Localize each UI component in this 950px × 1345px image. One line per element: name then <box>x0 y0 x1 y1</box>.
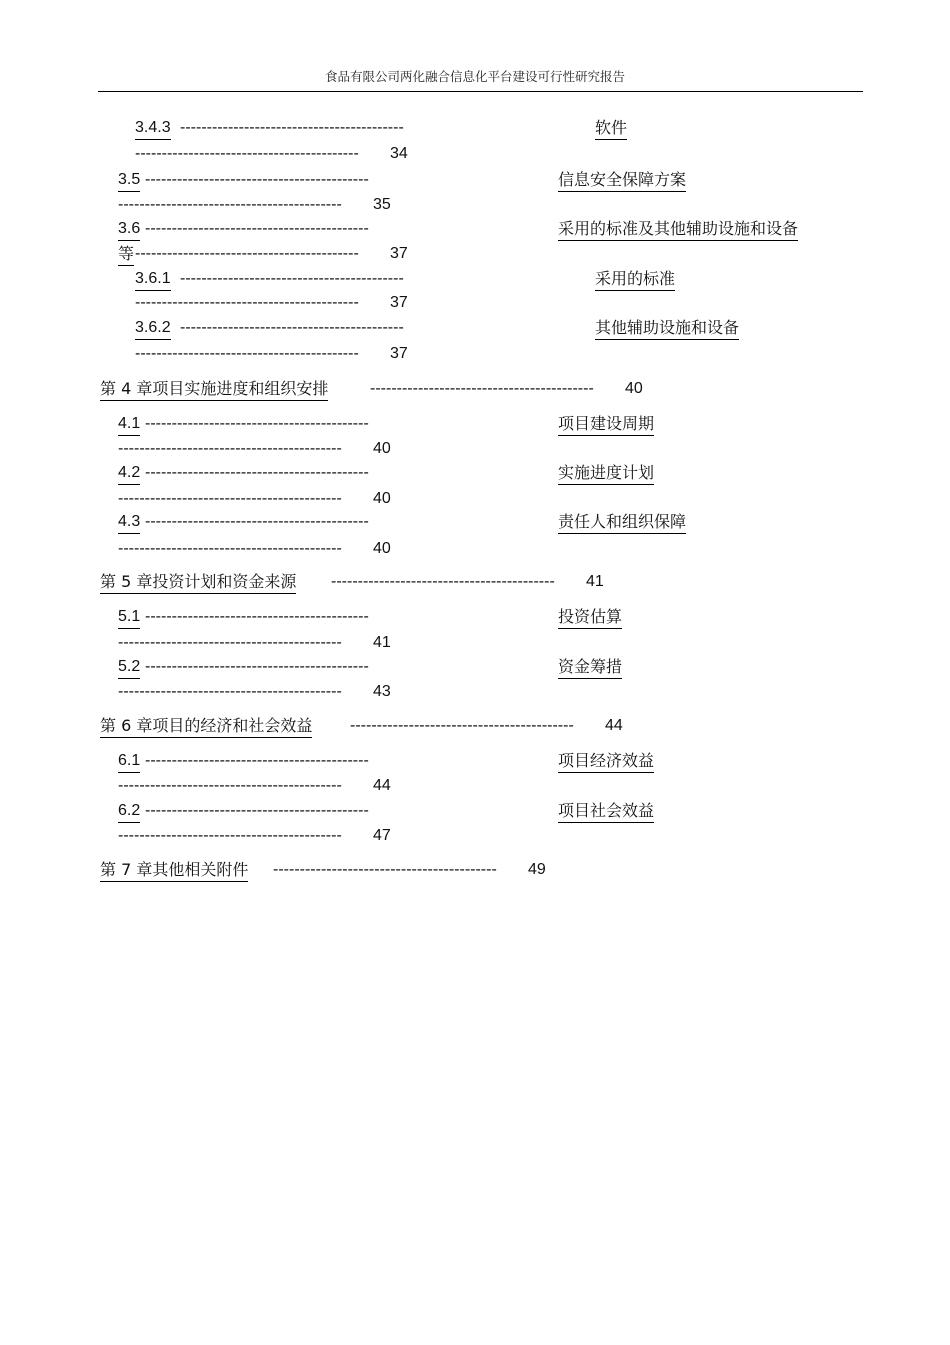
toc-page-number: 49 <box>528 861 546 878</box>
toc-leader: ------------------------------------------ <box>180 270 404 287</box>
toc-page-number: 44 <box>605 717 623 734</box>
toc-page-number: 47 <box>373 827 391 844</box>
toc-link-4-2-title[interactable]: 实施进度计划 <box>558 463 654 485</box>
toc-link-3-5-number[interactable]: 3.5 <box>118 170 140 192</box>
toc-link-chapter-7[interactable]: 第 7 章其他相关附件 <box>100 860 248 882</box>
toc-leader: ------------------------------------------ <box>145 415 369 432</box>
toc-leader: ------------------------------------------ <box>180 319 404 336</box>
toc-leader: ------------------------------------------ <box>135 245 359 262</box>
toc-leader: ------------------------------------------ <box>273 861 497 878</box>
toc-leader: ------------------------------------------ <box>118 683 342 700</box>
toc-leader: ------------------------------------------ <box>145 752 369 769</box>
toc-link-3-6-title[interactable]: 采用的标准及其他辅助设施和设备 <box>558 219 798 241</box>
toc-leader: ------------------------------------------ <box>118 196 342 213</box>
toc-link-3-6-title-continued[interactable]: 等 <box>118 244 134 266</box>
toc-link-5-2-title[interactable]: 资金筹措 <box>558 657 622 679</box>
toc-page-number: 34 <box>390 145 408 162</box>
toc-page-number: 37 <box>390 245 408 262</box>
toc-leader: ------------------------------------------ <box>145 220 369 237</box>
toc-link-3-6-number[interactable]: 3.6 <box>118 219 140 241</box>
toc-leader: ------------------------------------------ <box>180 119 404 136</box>
toc-link-6-2-number[interactable]: 6.2 <box>118 801 140 823</box>
toc-leader: ------------------------------------------ <box>118 540 342 557</box>
toc-leader: ------------------------------------------ <box>331 573 555 590</box>
toc-page-number: 40 <box>373 440 391 457</box>
toc-link-3-6-1-number[interactable]: 3.6.1 <box>135 269 171 291</box>
toc-link-chapter-4[interactable]: 第 4 章项目实施进度和组织安排 <box>100 379 328 401</box>
toc-link-6-2-title[interactable]: 项目社会效益 <box>558 801 654 823</box>
toc-leader: ------------------------------------------ <box>118 827 342 844</box>
toc-leader: ------------------------------------------ <box>145 608 369 625</box>
toc-leader: ------------------------------------------ <box>370 380 594 397</box>
toc-leader: ------------------------------------------ <box>118 777 342 794</box>
toc-link-4-2-number[interactable]: 4.2 <box>118 463 140 485</box>
toc-leader: ------------------------------------------ <box>118 440 342 457</box>
toc-leader: ------------------------------------------ <box>135 145 359 162</box>
toc-link-3-6-1-title[interactable]: 采用的标准 <box>595 269 675 291</box>
toc-link-chapter-5[interactable]: 第 5 章投资计划和资金来源 <box>100 572 296 594</box>
toc-link-3-5-title[interactable]: 信息安全保障方案 <box>558 170 686 192</box>
toc-page-number: 41 <box>373 634 391 651</box>
toc-link-5-1-title[interactable]: 投资估算 <box>558 607 622 629</box>
toc-link-3-4-3-number[interactable]: 3.4.3 <box>135 118 171 140</box>
toc-page-number: 40 <box>625 380 643 397</box>
header-rule <box>98 91 863 92</box>
toc-link-4-3-number[interactable]: 4.3 <box>118 512 140 534</box>
toc-leader: ------------------------------------------ <box>350 717 574 734</box>
toc-link-3-4-3-title[interactable]: 软件 <box>595 118 627 140</box>
toc-leader: ------------------------------------------ <box>145 171 369 188</box>
toc-link-3-6-2-title[interactable]: 其他辅助设施和设备 <box>595 318 739 340</box>
toc-link-4-1-title[interactable]: 项目建设周期 <box>558 414 654 436</box>
toc-page-number: 40 <box>373 490 391 507</box>
toc-link-3-6-2-number[interactable]: 3.6.2 <box>135 318 171 340</box>
toc-leader: ------------------------------------------ <box>135 294 359 311</box>
toc-leader: ------------------------------------------ <box>118 634 342 651</box>
toc-link-5-2-number[interactable]: 5.2 <box>118 657 140 679</box>
toc-leader: ------------------------------------------ <box>145 464 369 481</box>
toc-page-number: 44 <box>373 777 391 794</box>
toc-page-number: 37 <box>390 294 408 311</box>
page-header: 食品有限公司两化融合信息化平台建设可行性研究报告 <box>324 69 625 84</box>
toc-leader: ------------------------------------------ <box>145 513 369 530</box>
toc-leader: ------------------------------------------ <box>145 802 369 819</box>
toc-leader: ------------------------------------------ <box>118 490 342 507</box>
toc-page-number: 40 <box>373 540 391 557</box>
toc-link-6-1-title[interactable]: 项目经济效益 <box>558 751 654 773</box>
toc-leader: ------------------------------------------ <box>145 658 369 675</box>
toc-leader: ------------------------------------------ <box>135 345 359 362</box>
toc-link-5-1-number[interactable]: 5.1 <box>118 607 140 629</box>
toc-link-4-1-number[interactable]: 4.1 <box>118 414 140 436</box>
toc-page-number: 37 <box>390 345 408 362</box>
toc-link-chapter-6[interactable]: 第 6 章项目的经济和社会效益 <box>100 716 312 738</box>
toc-page-number: 35 <box>373 196 391 213</box>
toc-page-number: 41 <box>586 573 604 590</box>
toc-link-4-3-title[interactable]: 责任人和组织保障 <box>558 512 686 534</box>
toc-link-6-1-number[interactable]: 6.1 <box>118 751 140 773</box>
toc-page-number: 43 <box>373 683 391 700</box>
